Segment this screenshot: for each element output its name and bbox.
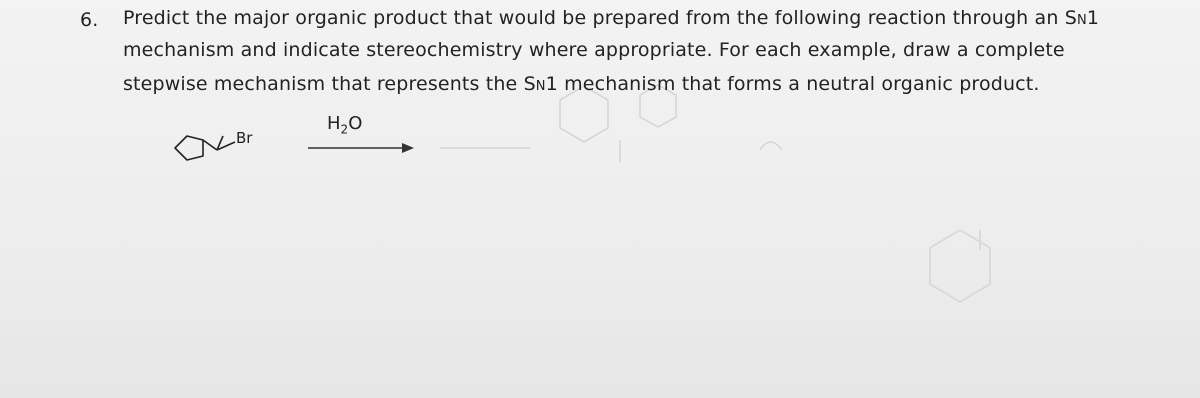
question-line-1 [123, 7, 1099, 29]
sn-subscript-n: N [1076, 13, 1087, 28]
question-line-1-text: Predict the major organic product that would be prepared from the following reaction through an S [123, 7, 1077, 29]
question-line-3 [123, 73, 1040, 95]
sn-subscript-n-2: N [535, 79, 546, 94]
sn-one: 1 [1086, 7, 1100, 29]
reagent-subscript: 2 [340, 122, 349, 137]
question-line-3-rest: 1 mechanism that forms a neutral organic product. [545, 73, 1040, 95]
reagent-o: O [348, 113, 363, 134]
reaction-arrow [300, 140, 420, 156]
reactant-structure [165, 128, 245, 178]
question-line-3-text: stepwise mechanism that represents the S [123, 73, 536, 95]
bromine-label: Br [236, 129, 253, 147]
reagent-label [327, 113, 362, 137]
question-number: 6. [80, 9, 99, 31]
question-line-2: mechanism and indicate stereochemistry where appropriate. For each example, draw a complete [123, 39, 1065, 61]
reagent-h: H [327, 113, 341, 134]
